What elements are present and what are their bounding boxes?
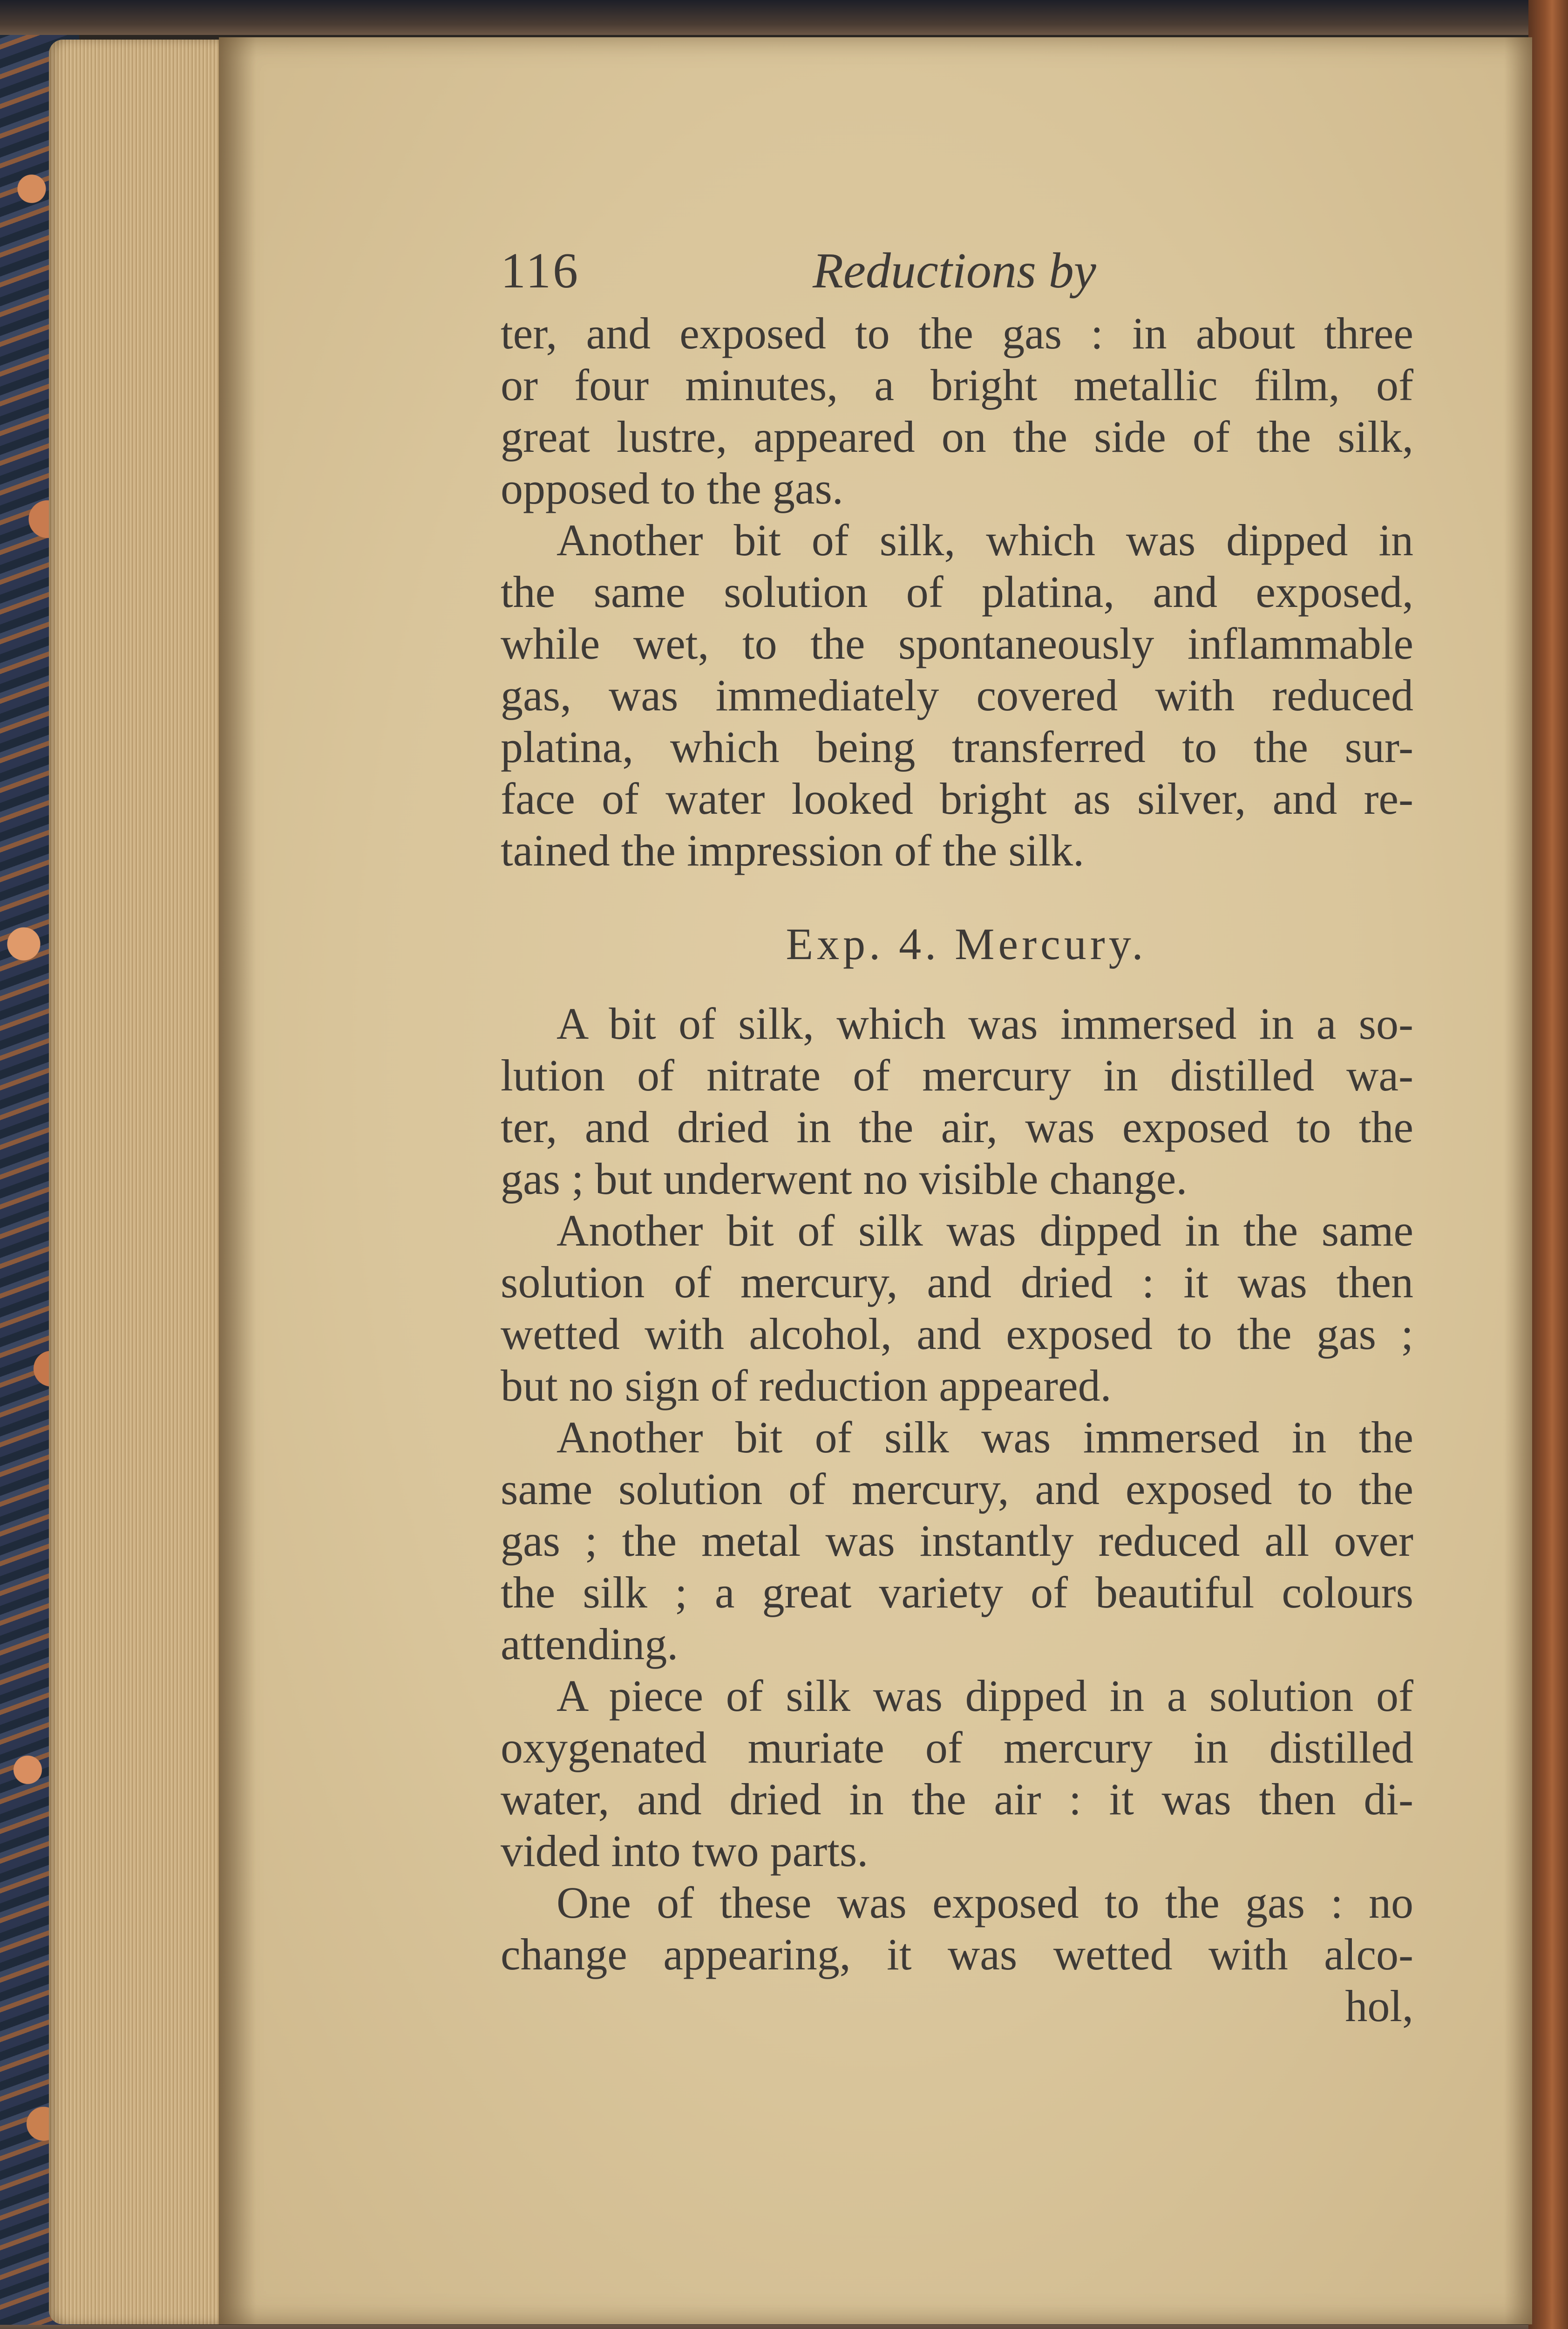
paragraph	[501, 1411, 1413, 1670]
paragraph	[501, 514, 1413, 876]
text-line: lution of nitrate of mercury in distilled wa-	[501, 1050, 1413, 1100]
text-line: wetted with alcohol, and exposed to the gas ;	[501, 1309, 1413, 1359]
text-line: opposed to the gas.	[501, 463, 843, 513]
text-line: face of water looked bright as silver, and re-	[501, 774, 1413, 824]
text-line: while wet, to the spontaneously inflammable	[501, 619, 1413, 668]
text-line: but no sign of reduction appeared.	[501, 1361, 1112, 1410]
page-number: 116	[501, 243, 580, 299]
text-line: Another bit of silk was dipped in the same	[557, 1205, 1413, 1255]
text-line: platina, which being transferred to the sur-	[501, 722, 1413, 772]
text-line: ter, and dried in the air, was exposed to the	[501, 1102, 1413, 1152]
text-line: great lustre, appeared on the side of the silk,	[501, 412, 1413, 462]
text-line: oxygenated muriate of mercury in distilled	[501, 1723, 1413, 1772]
text-line: Another bit of silk, which was dipped in	[557, 515, 1413, 565]
text-line: ter, and exposed to the gas : in about three	[501, 308, 1413, 358]
text-line: the silk ; a great variety of beautiful colours	[501, 1567, 1413, 1617]
section-heading: Exp. 4. Mercury.	[786, 919, 1147, 969]
text-line: gas ; the metal was instantly reduced all over	[501, 1516, 1413, 1566]
text-line: water, and dried in the air : it was then di-	[501, 1774, 1413, 1824]
page-edge-shadow	[1504, 37, 1532, 2324]
gutter-shadow	[219, 37, 256, 2324]
book-spine	[1528, 0, 1568, 2329]
paragraph	[501, 307, 1413, 514]
text-line: One of these was exposed to the gas : no	[557, 1878, 1413, 1927]
paragraph	[501, 1877, 1413, 1980]
text-line: gas ; but underwent no visible change.	[501, 1154, 1188, 1204]
text-line: vided into two parts.	[501, 1826, 869, 1876]
paragraph	[501, 998, 1413, 1205]
text-line: tained the impression of the silk.	[501, 825, 1085, 875]
paragraph	[501, 1205, 1413, 1411]
book-edge-top	[0, 0, 1568, 35]
text-line: gas, was immediately covered with reduced	[501, 670, 1413, 720]
text-line: change appearing, it was wetted with alco-	[501, 1929, 1413, 1979]
paragraph	[501, 1670, 1413, 1877]
text-line: A bit of silk, which was immersed in a so-	[557, 999, 1413, 1049]
text-line: attending.	[501, 1619, 679, 1669]
running-title: Reductions by	[813, 243, 1096, 299]
text-line: A piece of silk was dipped in a solution of	[557, 1671, 1413, 1721]
page-text	[501, 242, 1413, 2032]
catchword: hol,	[1345, 1981, 1413, 2031]
running-head	[501, 242, 1413, 307]
page-edges	[49, 40, 221, 2324]
text-line: same solution of mercury, and exposed to the	[501, 1464, 1413, 1514]
text-line: or four minutes, a bright metallic film, of	[501, 360, 1413, 410]
text-line: the same solution of platina, and exposed,	[501, 567, 1413, 617]
text-line: solution of mercury, and dried : it was then	[501, 1257, 1413, 1307]
text-line: Another bit of silk was immersed in the	[557, 1412, 1413, 1462]
book-edge-bottom	[0, 2325, 1568, 2329]
